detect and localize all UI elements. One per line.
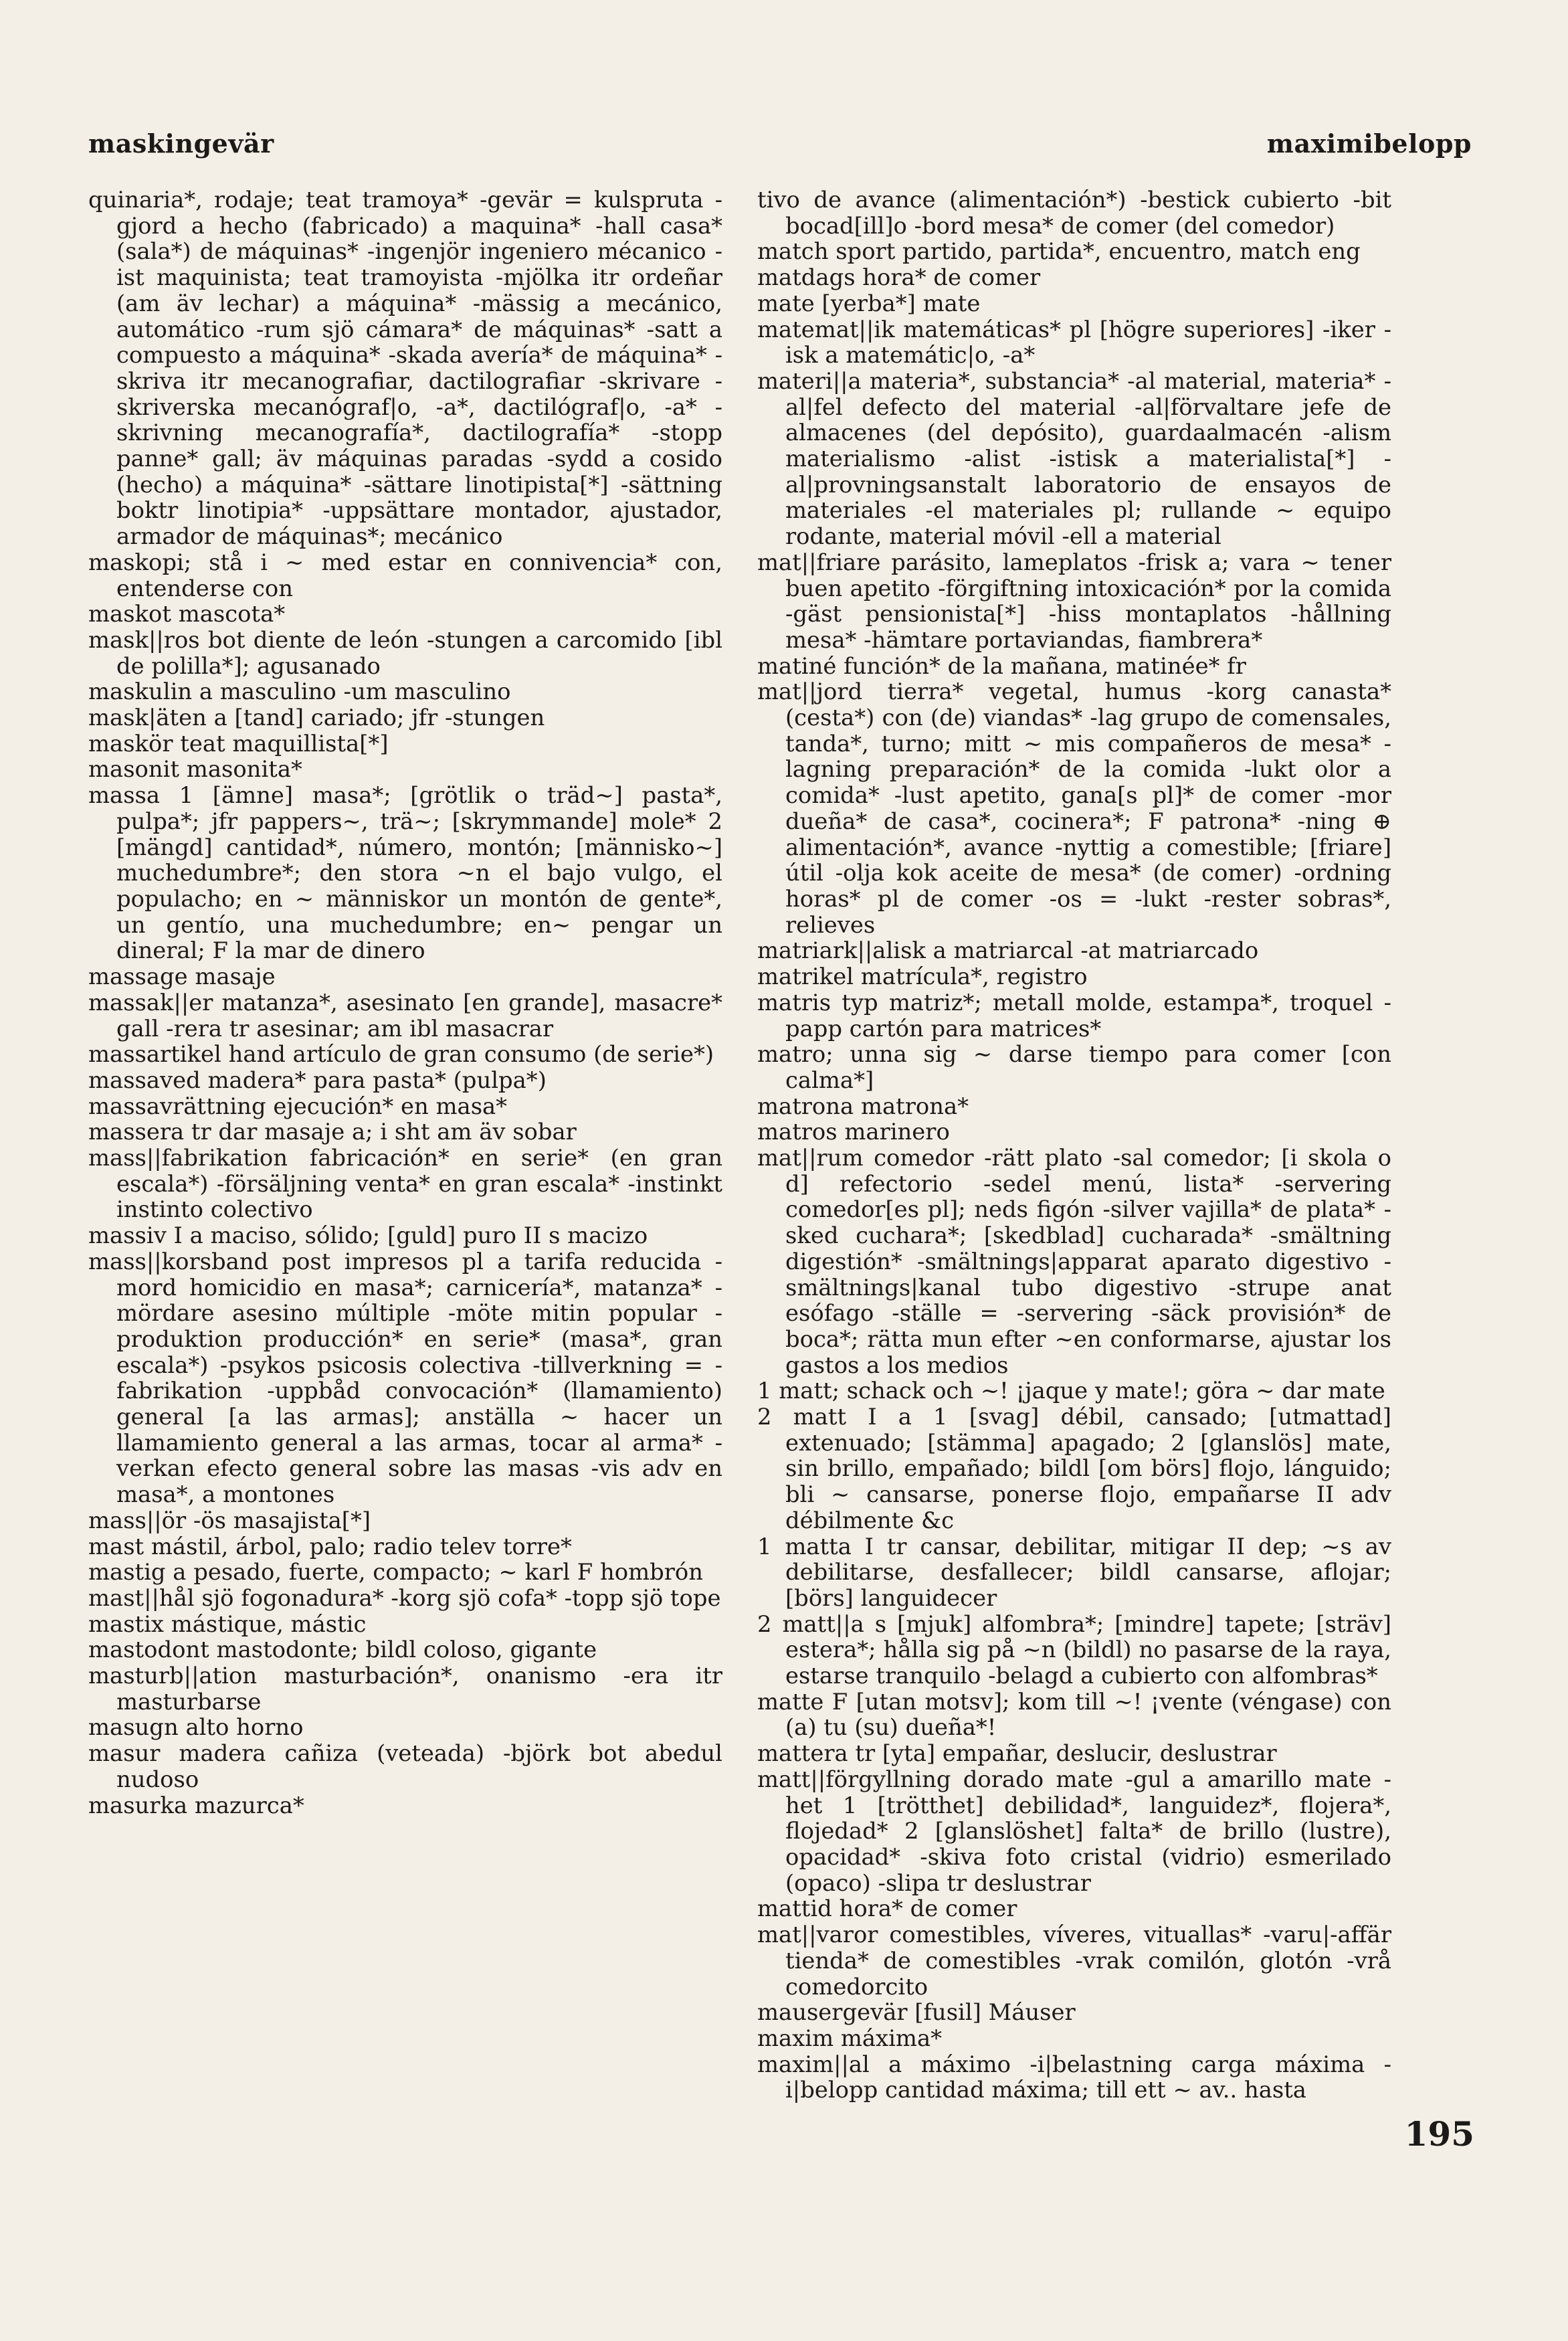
dictionary-entry: mast mástil, árbol, palo; radio telev torre* [88, 1533, 572, 1560]
dictionary-entry: mass||fabrikation fabricación* en serie* (en gran escala*) -försäljning venta* en gran escala* -instinkt instinto colectivo [88, 1145, 722, 1223]
right-column [757, 187, 1391, 2215]
dictionary-entry: massartikel hand artículo de gran consumo (de serie*) [88, 1041, 714, 1068]
page-number: 195 [1404, 2114, 1474, 2154]
dictionary-entry: matte F [utan motsv]; kom till ~! ¡vente (véngase) con (a) tu (su) dueña*! [757, 1688, 1391, 1741]
dictionary-entry: masturb||ation masturbación*, onanismo -era itr masturbarse [88, 1663, 722, 1715]
dictionary-entry: massiv I a maciso, sólido; [guld] puro II s macizo [88, 1222, 648, 1249]
dictionary-entry: matdags hora* de comer [757, 264, 1041, 291]
left-column [88, 187, 722, 2215]
dictionary-entry: mattid hora* de comer [757, 1895, 1017, 1922]
dictionary-entry: matrikel matrícula*, registro [757, 963, 1088, 990]
dictionary-entry: matro; unna sig ~ darse tiempo para comer [con calma*] [757, 1041, 1391, 1093]
dictionary-entry: masonit masonita* [88, 756, 302, 783]
dictionary-entry: matrona matrona* [757, 1093, 969, 1119]
dictionary-entry: mattera tr [yta] empañar, deslucir, deslustrar [757, 1740, 1277, 1767]
dictionary-entry: mask||ros bot diente de león -stungen a carcomido [ibl de polilla*]; agusanado [88, 626, 722, 679]
dictionary-entry: matris typ matriz*; metall molde, estampa*, troquel -papp cartón para matrices* [757, 989, 1391, 1042]
dictionary-entry: massaved madera* para pasta* (pulpa*) [88, 1066, 547, 1093]
dictionary-entry: mask|äten a [tand] cariado; jfr -stungen [88, 705, 545, 731]
dictionary-entry: mat||jord tierra* vegetal, humus -korg canasta* (cesta*) con (de) viandas* -lag grupo de comensales, tanda*, turno; mitt ~ mis compañeros de mesa* -lagning preparación* de la comida -lukt olor a comida* -lust apetito, gana[s pl]* de comer -mor dueña* de casa*, cocinera*; F patrona* -ning ⊕ alimentación*, avance -nyttig a comestible; [friare] útil -olja kok aceite de mesa* (de comer) -ordning horas* pl de comer -os = -lukt -rester sobras*, relieves [757, 678, 1391, 938]
dictionary-entry: maskopi; stå i ~ med estar en connivencia* con, entenderse con [88, 549, 722, 601]
dictionary-entry: match sport partido, partida*, encuentro, match eng [757, 238, 1361, 265]
dictionary-entry: maxim||al a máximo -i|belastning carga máxima -i|belopp cantidad máxima; till ett ~ av.. hasta [757, 2051, 1391, 2103]
dictionary-entry: massera tr dar masaje a; i sht am äv sobar [88, 1119, 577, 1145]
dictionary-entry: matriark||alisk a matriarcal -at matriarcado [757, 937, 1259, 964]
running-head-left: maskingevär [88, 128, 274, 159]
dictionary-entry: mate [yerba*] mate [757, 290, 981, 316]
dictionary-entry: mass||korsband post impresos pl a tarifa reducida -mord homicidio en masa*; carnicería*, matanza* -mördare asesino múltiple -möte mitin popular -produktion producción* en serie* (masa*, gran escala*) -psykos psicosis colectiva -tillverkning = -fabrikation -uppbåd convocación* (llamamiento) general [a las armas]; anställa ~ hacer un llamamiento general a las armas, tocar al arma* -verkan efecto general sobre las masas -vis adv en masa*, a montones [88, 1248, 722, 1508]
dictionary-entry: mastig a pesado, fuerte, compacto; ~ karl F hombrón [88, 1559, 704, 1586]
dictionary-entry: maskulin a masculino -um masculino [88, 678, 511, 705]
dictionary-entry: matiné función* de la mañana, matinée* fr [757, 652, 1246, 679]
dictionary-entry: maskot mascota* [88, 601, 286, 628]
dictionary-entry: 1 matt; schack och ~! ¡jaque y mate!; göra ~ dar mate [757, 1378, 1385, 1404]
dictionary-entry: matt||förgyllning dorado mate -gul a amarillo mate -het 1 [trötthet] debilidad*, languidez*, flojera*, flojedad* 2 [glanslöshet] falta* de brillo (lustre), opacidad* -skiva foto cristal (vidrio) esmerilado (opaco) -slipa tr deslustrar [757, 1766, 1391, 1896]
dictionary-entry: matemat||ik matemáticas* pl [högre superiores] -iker -isk a matemátic|o, -a* [757, 316, 1391, 369]
dictionary-entry: maskör teat maquillista[*] [88, 730, 389, 757]
dictionary-entry: mast||hål sjö fogonadura* -korg sjö cofa* -topp sjö tope [88, 1584, 721, 1611]
dictionary-entry: 2 matt I a 1 [svag] débil, cansado; [utmattad] extenuado; [stämma] apagado; 2 [glanslös] mate, sin brillo, empañado; bildl [om börs] flojo, lánguido; bli ~ cansarse, ponerse flojo, empañarse II adv débilmente &c [757, 1404, 1391, 1533]
dictionary-entry: mass||ör -ös masajista[*] [88, 1507, 371, 1533]
dictionary-entry: masurka mazurca* [88, 1792, 304, 1818]
dictionary-entry: mausergevär [fusil] Máuser [757, 1999, 1076, 2026]
dictionary-entry: masugn alto horno [88, 1714, 304, 1741]
dictionary-entry: mat||varor comestibles, víveres, vituallas* -varu|-affär tienda* de comestibles -vrak comilón, glotón -vrå comedorcito [757, 1922, 1391, 2000]
dictionary-entry: mastix mástique, mástic [88, 1610, 367, 1637]
dictionary-entry: mat||friare parásito, lameplatos -frisk a; vara ~ tener buen apetito -förgiftning intoxicación* por la comida -gäst pensionista[*] -hiss montaplatos -hållning mesa* -hämtare portaviandas, fiambrera* [757, 549, 1391, 653]
dictionary-entry: tivo de avance (alimentación*) -bestick cubierto -bit bocad[ill]o -bord mesa* de comer (del comedor) [757, 187, 1391, 239]
dictionary-entry: mat||rum comedor -rätt plato -sal comedor; [i skola o d] refectorio -sedel menú, lista* -servering comedor[es pl]; neds figón -silver vajilla* de plata* -sked cuchara*; [skedblad] cucharada* -smältning digestión* -smältnings|apparat aparato digestivo -smältnings|kanal tubo digestivo -strupe anat esófago -ställe = -servering -säck provisión* de boca*; rätta mun efter ~en conformarse, ajustar los gastos a los medios [757, 1145, 1391, 1378]
dictionary-entry: massa 1 [ämne] masa*; [grötlik o träd~] pasta*, pulpa*; jfr pappers~, trä~; [skrymmande] mole* 2 [mängd] cantidad*, número, montón; [människo~] muchedumbre*; den stora ~n el bajo vulgo, el populacho; en ~ människor un montón de gente*, un gentío, una muchedumbre; en~ pengar un dineral; F la mar de dinero [88, 782, 722, 964]
dictionary-entry: 2 matt||a s [mjuk] alfombra*; [mindre] tapete; [sträv] estera*; hålla sig på ~n (bildl) no pasarse de la raya, estarse tranquilo -belagd a cubierto con alfombras* [757, 1610, 1391, 1689]
dictionary-entry: matros marinero [757, 1119, 950, 1145]
running-head-right: maximibelopp [1266, 128, 1472, 159]
dictionary-entry: massak||er matanza*, asesinato [en grande], masacre* gall -rera tr asesinar; am ibl masacrar [88, 989, 722, 1042]
dictionary-entry: maxim máxima* [757, 2025, 943, 2051]
dictionary-entry: masur madera cañiza (veteada) -björk bot abedul nudoso [88, 1740, 722, 1792]
dictionary-entry: 1 matta I tr cansar, debilitar, mitigar II dep; ~s av debilitarse, desfallecer; bildl cansarse, aflojar; [börs] languidecer [757, 1533, 1391, 1611]
dictionary-entry: materi||a materia*, substancia* -al material, materia* -al|fel defecto del material -al|förvaltare jefe de almacenes (del depósito), guardaalmacén -alism materialismo -alist -istisk a materialista[*] -al|provningsanstalt laboratorio de ensayos de materiales -el materiales pl; rullande ~ equipo rodante, material móvil -ell a material [757, 367, 1391, 550]
dictionary-entry: mastodont mastodonte; bildl coloso, gigante [88, 1636, 597, 1663]
dictionary-entry: massavrättning ejecución* en masa* [88, 1093, 508, 1119]
dictionary-entry: massage masaje [88, 963, 276, 990]
dictionary-entry: quinaria*, rodaje; teat tramoya* -gevär = kulspruta -gjord a hecho (fabricado) a maquina* -hall casa* (sala*) de máquinas* -ingenjör ingeniero mécanico -ist maquinista; teat tramoyista -mjölka itr ordeñar (am äv lechar) a máquina* -mässig a mecánico, automático -rum sjö cámara* de máquinas* -satt a compuesto a máquina* -skada avería* de máquina* -skriva itr mecanografiar, dactilografiar -skrivare -skriverska mecanógraf|o, -a*, dactilógraf|o, -a* -skrivning mecanografía*, dactilografía* -stopp panne* gall; äv máquinas paradas -sydd a cosido (hecho) a máquina* -sättare linotipista[*] -sättning boktr linotipia* -uppsättare montador, ajustador, armador de máquinas*; mecánico [88, 187, 722, 550]
